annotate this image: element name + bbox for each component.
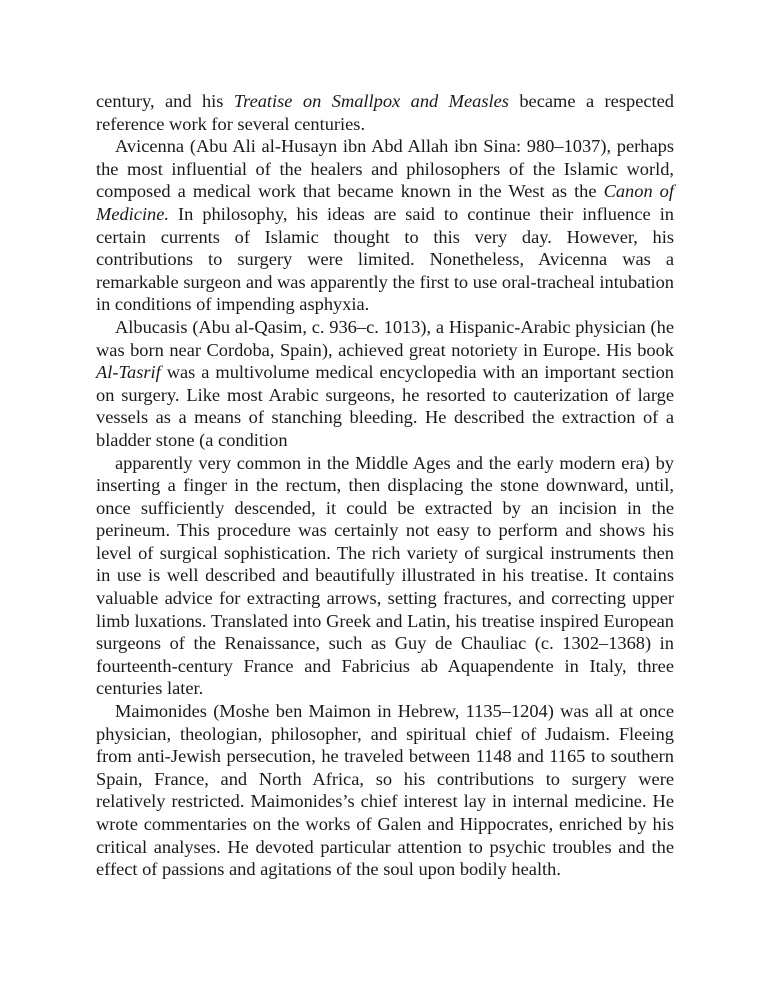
paragraph-continuation	[96, 90, 674, 135]
paragraph-text: Albucasis (Abu al-Qasim, c. 936–c. 1013), a Hispanic-Arabic physician (he was born near Cordoba, Spain), achieved great notoriety in Europe. His book	[96, 316, 674, 360]
book-title-treatise-smallpox: Treatise on Smallpox and Measles	[233, 91, 509, 111]
book-title-al-tasrif: Al-Tasrif	[96, 362, 161, 383]
paragraph-albucasis	[96, 316, 674, 452]
paragraph-maimonides: Maimonides (Moshe ben Maimon in Hebrew, 1135–1204) was all at once physician, theologian, philosopher, and spiritual chief of Judaism. Fleeing from anti-Jewish persecution, he traveled between 1148 and 1165 to southern Spain, France, and North Africa, so his contributions to surgery were relatively restricted. Maimonides’s chief interest lay in internal medicine. He wrote commentaries on the works of Galen and Hippocrates, enriched by his critical analyses. He devoted particular attention to psychic troubles and the effect of passions and agitations of the soul upon bodily health.	[96, 701, 674, 880]
paragraph-text: Avicenna (Abu Ali al-Husayn ibn Abd Allah ibn Sina: 980–1037), perhaps the most influential of the healers and philosophers of the Islamic world, composed a medical work that became known in the West as the	[96, 136, 674, 202]
book-title-canon-of-medicine: Canon of Medicine.	[96, 181, 674, 224]
page-body	[96, 90, 674, 881]
paragraph-avicenna	[96, 135, 674, 316]
paragraph-text: was a multivolume medical encyclopedia with an important section on surgery. Like most Arabic surgeons, he resorted to cauterization of large vessels as a means of stanching bleeding. He described the extraction of a bladder stone (a condition	[96, 362, 674, 450]
paragraph-text: In philosophy, his ideas are said to continue their influence in certain currents of Islamic thought to this very day. However, his contributions to surgery were limited. Nonetheless, Avicenna was a remarkable surgeon and was apparently the first to use oral-tracheal intubation in conditions of impending asphyxia.	[96, 203, 674, 315]
paragraph-text: century, and his	[96, 91, 234, 111]
paragraph-text: became a respected reference work for several centuries.	[96, 91, 674, 134]
paragraph-albucasis-continued: apparently very common in the Middle Ages and the early modern era) by inserting a finger in the rectum, then displacing the stone downward, until, once sufficiently descended, it could be extracted by an incision in the perineum. This procedure was certainly not easy to perform and shows his level of surgical sophistication. The rich variety of surgical instruments then in use is well described and beautifully illustrated in his treatise. It contains valuable advice for extracting arrows, setting fractures, and correcting upper limb luxations. Translated into Greek and Latin, his treatise inspired European surgeons of the Renaissance, such as Guy de Chauliac (c. 1302–1368) in fourteenth-century France and Fabricius ab Aquapendente in Italy, three centuries later.	[96, 452, 674, 699]
